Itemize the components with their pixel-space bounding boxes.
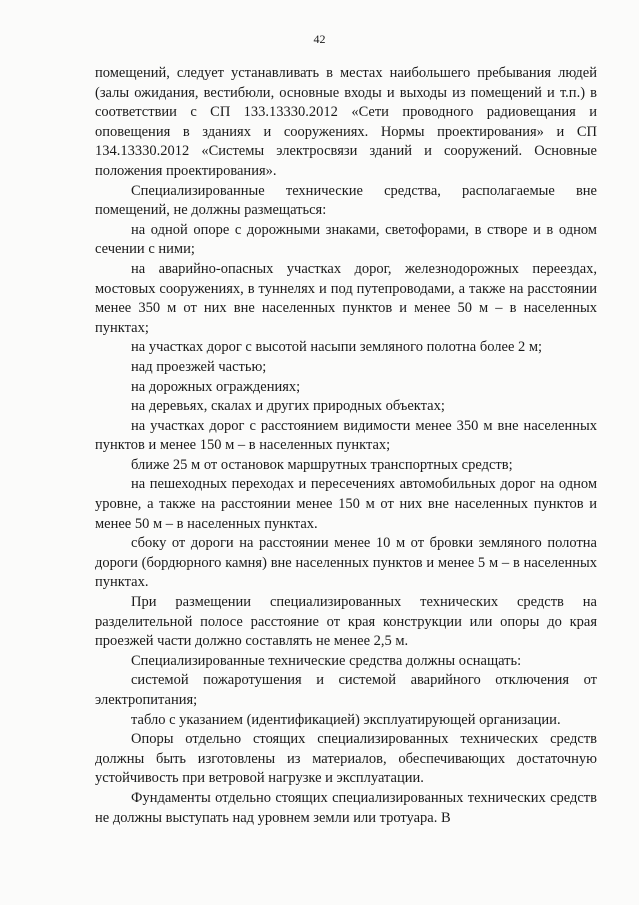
- list-item-fire-system: системой пожаротушения и системой аварийного отключения от электропитания;: [95, 672, 597, 708]
- list-item-crossings: на пешеходных переходах и пересечениях автомобильных дорог на одном уровне, а также на расстоянии менее 150 м от них вне населенных пунктов и менее 50 м – в населенных пунктах.: [95, 476, 597, 532]
- paragraph-foundations: Фундаменты отдельно стоящих специализированных технических средств не должны выступать над уровнем земли или тротуара. В: [95, 789, 597, 826]
- list-item-operator-sign: табло с указанием (идентификацией) эксплуатирующей организации.: [131, 711, 561, 728]
- paragraph-placement-restrictions-intro: Специализированные технические средства, располагаемые вне помещений, не должны размещаться:: [95, 182, 597, 219]
- list-item-natural-objects: на деревьях, скалах и других природных объектах;: [131, 398, 445, 415]
- paragraph-continuation: помещений, следует устанавливать в местах наибольшего пребывания людей (залы ожидания, вестибюли, основные входы и выходы из помещений и т.п.) в соответствии с СП 133.13330.2012 «Сети проводного радиовещания и оповещения в зданиях и сооружениях. Нормы проектирования» и СП 134.13330.2012 «Системы электросвязи зданий и сооружений. Основные положения проектирования».: [95, 65, 597, 179]
- list-item-road-barriers: на дорожных ограждениях;: [131, 378, 301, 395]
- page-number: 42: [313, 32, 326, 46]
- paragraph-supports: Опоры отдельно стоящих специализированных технических средств должны быть изготовлены из материалов, обеспечивающих достаточную устойчивость при ветровой нагрузке и эксплуатации.: [95, 731, 597, 787]
- list-item-embankment: на участках дорог с высотой насыпи земляного полотна более 2 м;: [131, 339, 543, 356]
- document-body: [95, 64, 597, 828]
- list-item-visibility: на участках дорог с расстоянием видимости менее 350 м вне населенных пунктов и менее 150 м – в населенных пунктах;: [95, 417, 597, 454]
- list-item-above-roadway: над проезжей частью;: [131, 358, 267, 375]
- list-item-bus-stops: ближе 25 м от остановок маршрутных транспортных средств;: [131, 456, 513, 473]
- list-item-same-support: на одной опоре с дорожными знаками, светофорами, в створе и в одном сечении с ними;: [95, 221, 597, 258]
- paragraph-equipment-intro: Специализированные технические средства должны оснащать:: [131, 652, 522, 669]
- list-item-emergency-sections: на аварийно-опасных участках дорог, железнодорожных переездах, мостовых сооружениях, в туннелях и под путепроводами, а также на расстоянии менее 350 м от них вне населенных пунктов и менее 50 м – в населенных пунктах;: [95, 260, 597, 336]
- list-item-roadside: сбоку от дороги на расстоянии менее 10 м от бровки земляного полотна дороги (бордюрного камня) вне населенных пунктов и менее 5 м – в населенных пунктах.: [95, 535, 597, 591]
- paragraph-median-placement: При размещении специализированных технических средств на разделительной полосе расстояние от края конструкции или опоры до края проезжей части должно составлять не менее 2,5 м.: [95, 594, 597, 650]
